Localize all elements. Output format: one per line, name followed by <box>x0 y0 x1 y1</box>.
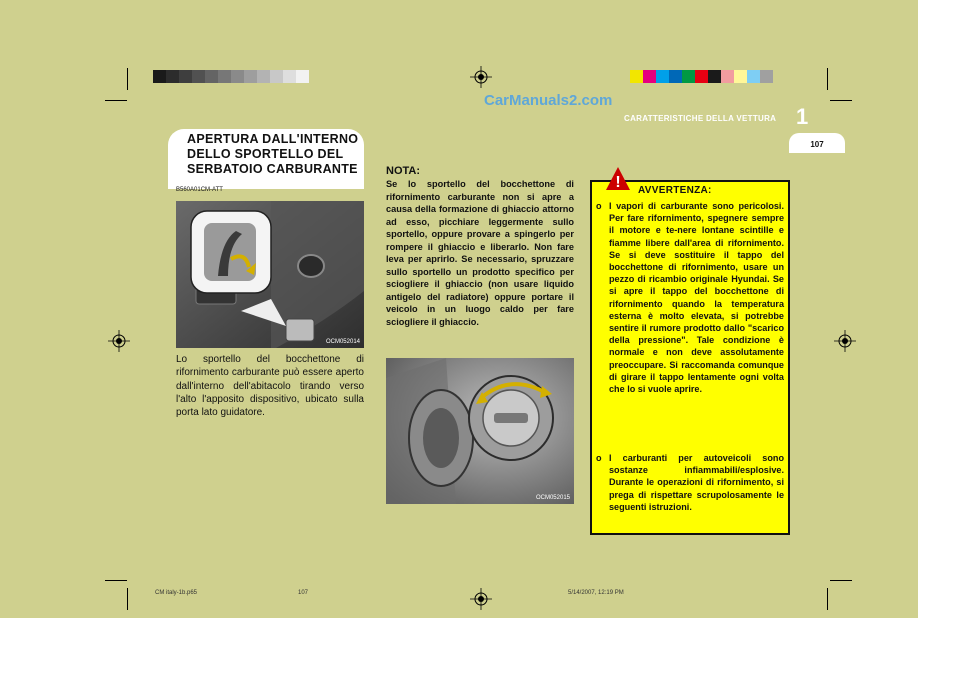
warning-item-text: I vapori di carburante sono pericolosi. Per fare rifornimento, spegnere sempre il motore e te-nere lontane scintille e fiamme libere dall'area di rifornimento. Se si deve sostituire il tappo del bocchettone di rifornimento, usare un pezzo di ricambio originale Hyundai. Se si apre il tappo del bocchettone di rifornimento quando la temperatura esterna è molto elevata, si potrebbe sentire il rumore prodotto dallo "scarico della pressione". Tale condizione è normale e non deve assolutamente preoccupare. Si raccomanda comunque di girare il tappo lentamente ogni volta che lo si vuole aprire. <box>609 201 784 395</box>
warning-title: AVVERTENZA: <box>638 185 712 196</box>
color-swatch <box>669 70 682 83</box>
note-title: NOTA: <box>386 165 421 177</box>
color-swatch <box>244 70 257 83</box>
color-swatch <box>296 70 309 83</box>
color-swatch <box>270 70 283 83</box>
color-swatch <box>695 70 708 83</box>
warning-triangle-icon <box>605 166 631 191</box>
description-paragraph: Lo sportello del bocchettone di rifornimento carburante può essere aperto dall'interno dell'abitacolo tirando verso l'alto l'apposito dispositivo, ubicato sulla porta lato guidatore. <box>176 354 364 419</box>
color-swatch <box>760 70 773 83</box>
door-release-photo <box>176 201 364 348</box>
chapter-number: 1 <box>796 104 809 129</box>
crop-mark <box>105 100 127 101</box>
color-swatch <box>179 70 192 83</box>
crop-mark <box>830 580 852 581</box>
color-swatch <box>643 70 656 83</box>
note-block <box>386 165 574 328</box>
bullet: o <box>596 453 602 463</box>
color-swatch <box>630 70 643 83</box>
section-title: APERTURA DALL'INTERNO DELLO SPORTELLO DEL SERBATOIO CARBURANTE <box>187 132 359 176</box>
crop-mark <box>827 588 828 610</box>
page-number: 107 <box>810 140 824 149</box>
warning-item <box>596 200 784 395</box>
color-swatch <box>656 70 669 83</box>
door-release-illustration <box>176 201 364 348</box>
photo-code: OCM052014 <box>325 339 360 345</box>
footer-filename: CM italy-1b.p65 <box>155 590 198 596</box>
crop-mark <box>830 100 852 101</box>
color-swatch <box>734 70 747 83</box>
note-body: Se lo sportello del bocchettone di rifornimento carburante non si apre a causa della formazione di ghiaccio attorno ad esso, picchiare leggermente sullo sportello, oppure provare a spingerlo per rompere il ghiaccio e liberarlo. Non fare leva per aprirlo. Se necessario, spruzzare sullo sportello un prodotto specifico per sciogliere il ghiaccio (non usare liquido antigelo del radiatore) oppure portare il veicolo in un luogo caldo per fare sciogliere il ghiaccio. <box>386 179 574 327</box>
color-registration-bar <box>630 70 773 83</box>
registration-target-icon <box>470 66 492 88</box>
photo-code: OCM052015 <box>535 495 570 501</box>
footer-date: 5/14/2007, 12:19 PM <box>568 590 624 596</box>
registration-target-icon <box>834 330 856 352</box>
color-swatch <box>257 70 270 83</box>
footer-page: 107 <box>298 590 309 596</box>
registration-target-icon <box>470 588 492 610</box>
color-swatch <box>218 70 231 83</box>
chapter-title: CARATTERISTICHE DELLA VETTURA <box>624 114 777 123</box>
crop-mark <box>827 68 828 90</box>
color-swatch <box>205 70 218 83</box>
color-swatch <box>747 70 760 83</box>
color-swatch <box>166 70 179 83</box>
registration-target-icon <box>108 330 130 352</box>
page-number-tab <box>789 133 845 153</box>
color-swatch <box>708 70 721 83</box>
color-swatch <box>682 70 695 83</box>
crop-mark <box>127 68 128 90</box>
color-swatch <box>192 70 205 83</box>
fuel-cap-illustration <box>386 358 574 504</box>
color-swatch <box>231 70 244 83</box>
reference-code: B560A01CM-ATT <box>176 187 223 193</box>
warning-icon-glyph: ! <box>615 174 621 191</box>
crop-mark <box>105 580 127 581</box>
bullet: o <box>596 201 602 211</box>
fuel-cap-photo <box>386 358 574 504</box>
watermark-text: CarManuals2.com <box>484 92 613 109</box>
crop-mark <box>127 588 128 610</box>
color-swatch <box>283 70 296 83</box>
grayscale-registration-bar <box>153 70 309 83</box>
color-swatch <box>721 70 734 83</box>
warning-item-text: I carburanti per autoveicoli sono sostanze infiammabili/esplosive. Durante le operazioni di rifornimento, si prega di rispettare scrupolosamente le seguenti istruzioni. <box>609 453 784 512</box>
warning-item <box>596 452 784 513</box>
color-swatch <box>153 70 166 83</box>
